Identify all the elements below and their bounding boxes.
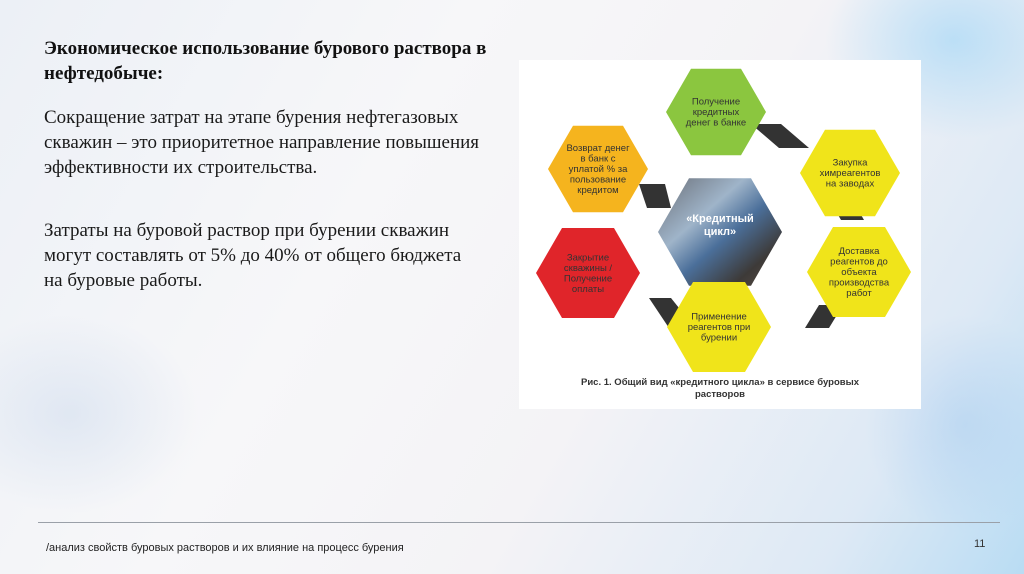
hexagon-label-line: Закупка <box>832 157 868 169</box>
figure-caption <box>519 377 921 401</box>
hexagon-label-line: реагентов до <box>830 256 888 268</box>
hexagon-label-line: Возврат денег <box>566 143 630 154</box>
center-label-line: цикл» <box>703 226 737 238</box>
hexagon-label-line: Закрытие <box>566 252 610 264</box>
hexagon-label-line: оплаты <box>571 283 605 295</box>
hexagon-label-line: уплатой % за <box>568 164 628 175</box>
footer-divider <box>38 522 1000 523</box>
caption-line: Рис. 1. Общий вид «кредитного цикла» в сервисе буровых <box>581 377 859 388</box>
hexagon-label-line: кредитных <box>692 107 740 118</box>
hexagon-label-line: скважины / <box>563 262 613 274</box>
credit-cycle-diagram <box>519 60 921 380</box>
page-number: 11 <box>974 538 986 550</box>
hexagon-label-line: бурении <box>700 332 738 344</box>
credit-cycle-figure <box>519 60 921 409</box>
center-label-line: «Кредитный <box>686 213 754 225</box>
hexagon-label-line: Доставка <box>838 246 880 257</box>
background-glow <box>0 314 200 514</box>
hexagon-label-line: на заводах <box>825 178 875 190</box>
slide-heading: Экономическое использование бурового раствора в нефтедобыче: <box>44 38 487 84</box>
caption-line: растворов <box>695 389 745 400</box>
hex-connector <box>751 124 809 148</box>
paragraph-mud-costs: Затраты на буровой раствор при бурении скважин могут составлять от 5% до 40% от общего бюджета на буровые работы. <box>44 220 462 291</box>
hexagon-label-top <box>686 97 746 129</box>
hexagon-label-line: объекта <box>841 267 877 278</box>
hex-connector <box>639 184 671 208</box>
hexagon-label-line: химреагентов <box>819 168 881 179</box>
paragraph-cost-reduction: Сокращение затрат на этапе бурения нефтегазовых скважин – это приоритетное направление повышения эффективности их строительства. <box>44 107 480 178</box>
hexagon-label-line: кредитом <box>577 185 619 196</box>
footer-text: /анализ свойств буровых растворов и их влияние на процесс бурения <box>46 542 404 554</box>
hexagon-label-line: в банк с <box>580 153 616 165</box>
hexagon-label-line: Получение <box>691 96 741 108</box>
hexagon-label-line: пользование <box>569 174 627 186</box>
hexagon-label-line: денег в банке <box>685 117 747 129</box>
hexagon-label-line: Применение <box>691 311 747 323</box>
hexagon-label-line: работ <box>846 288 872 299</box>
hexagon-label-line: реагентов при <box>687 322 751 333</box>
hexagon-label-line: производства <box>828 277 890 289</box>
hexagon-label-line: Получение <box>563 273 613 285</box>
